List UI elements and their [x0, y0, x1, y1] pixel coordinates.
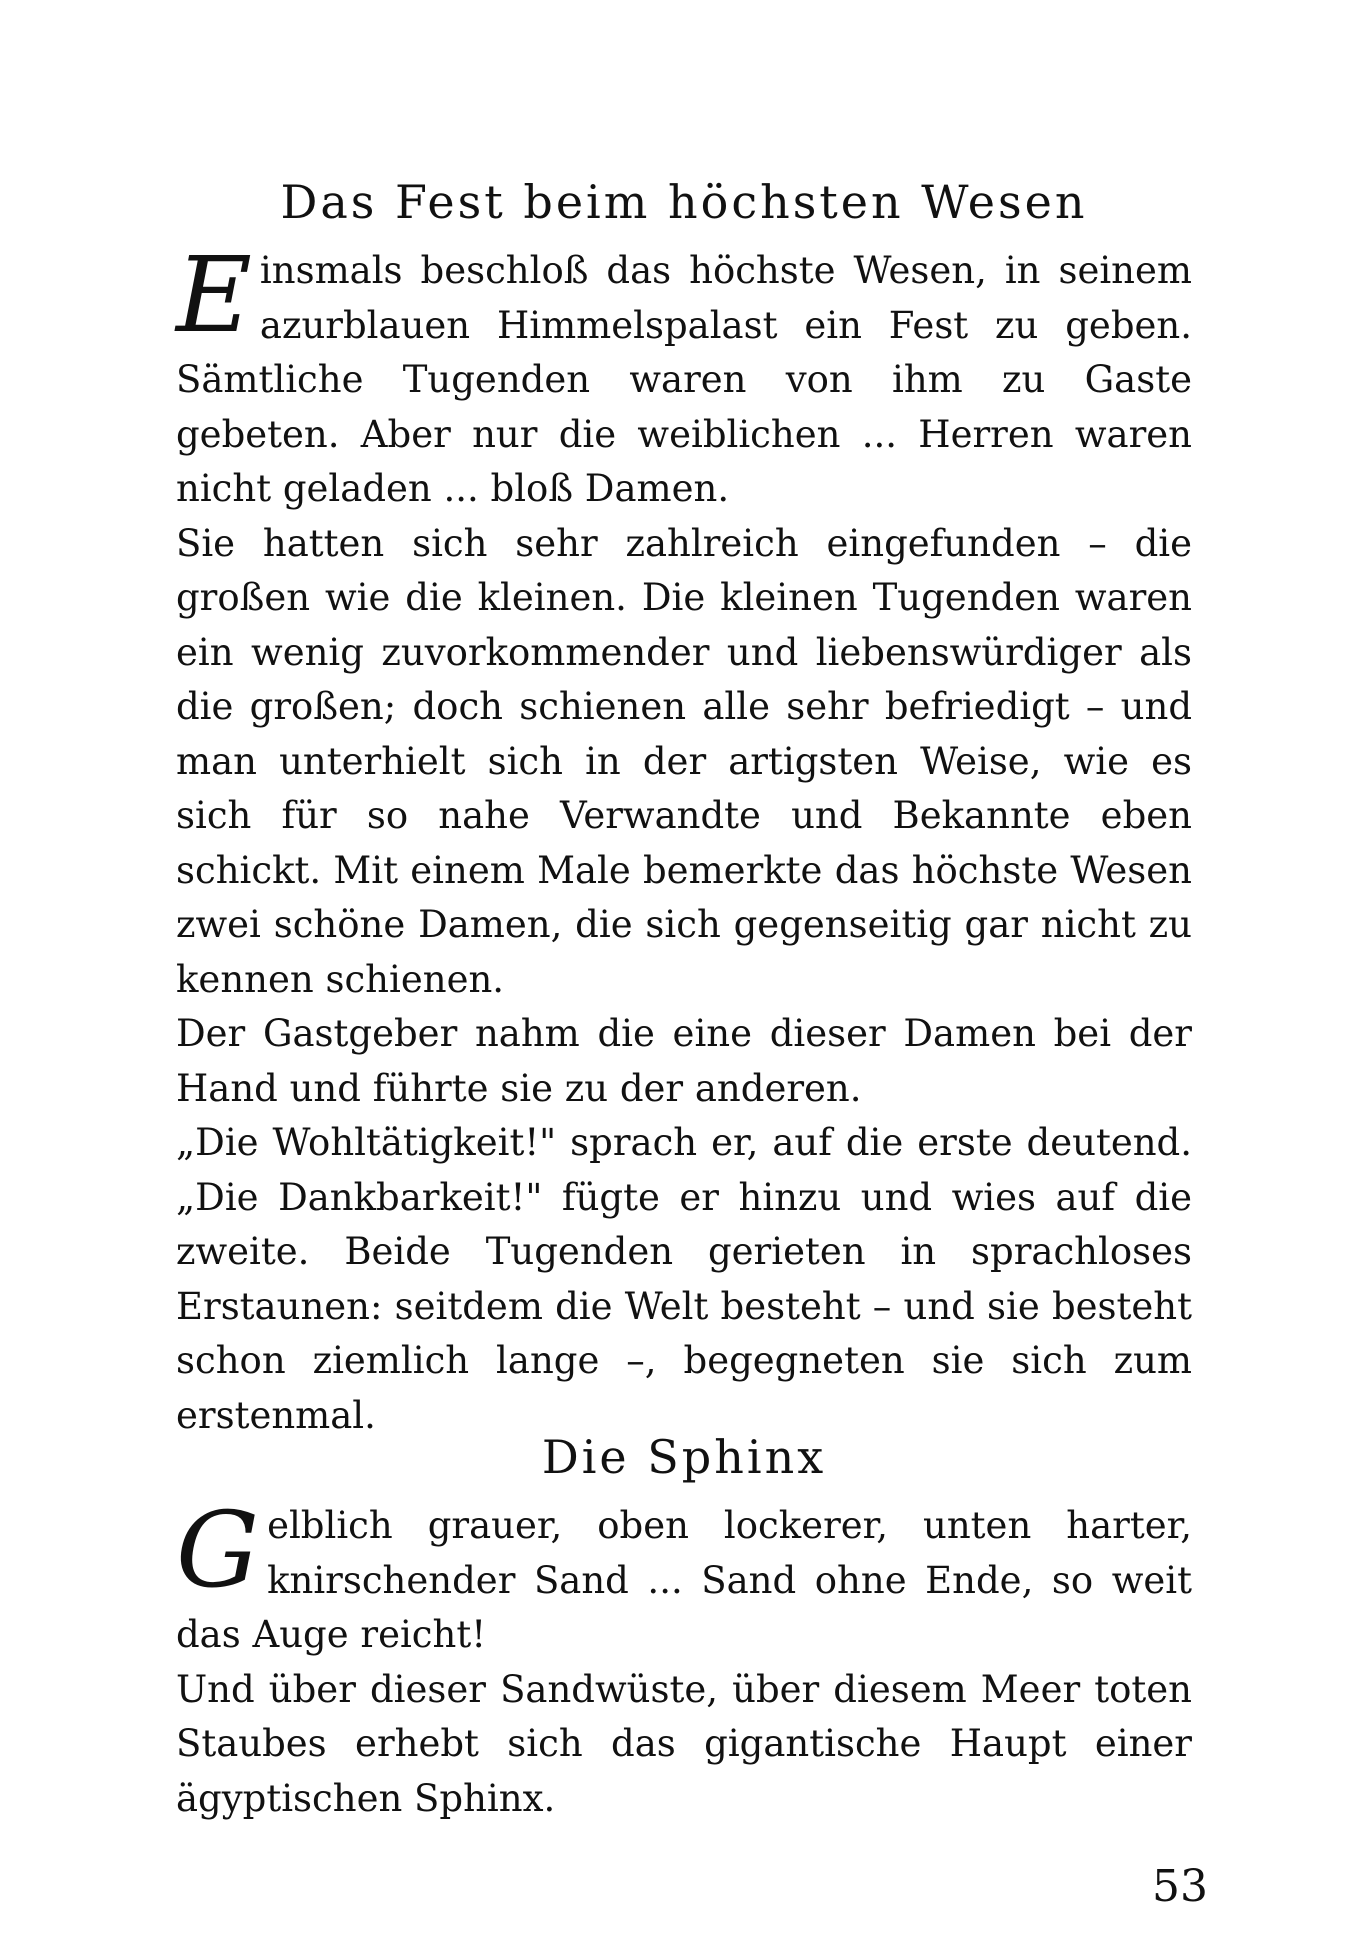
drop-cap-initial: E [176, 234, 252, 356]
story-title: Die Sphinx [541, 1430, 827, 1484]
paragraph: Sie hatten sich sehr zahlreich eingefunden – die großen wie die kleinen. Die kleinen Tugenden waren ein wenig zuvorkommender und liebenswürdiger als die großen; doch schienen alle sehr befriedigt – und man unterhielt sich in der artigsten Weise, wie es sich für so nahe Verwandte und Bekannte eben schickt. Mit einem Male bemerkte das höchste Wesen zwei schöne Damen, die sich gegenseitig gar nicht zu kennen schienen. [176, 521, 1192, 1001]
story-fest-beim-hoechsten-wesen [176, 172, 1192, 1443]
paragraph: Und über dieser Sandwüste, über diesem Meer toten Staubes erhebt sich das gigantische Haupt einer ägyptischen Sphinx. [176, 1667, 1192, 1820]
paragraph-text: insmals beschloß das höchste Wesen, in seinem azurblauen Himmelspalast ein Fest zu geben. Sämtliche Tugenden waren von ihm zu Gaste gebeten. Aber nur die weiblichen ... Herren waren nicht geladen ... bloß Damen. [176, 249, 1192, 510]
paragraph: Der Gastgeber nahm die eine dieser Damen bei der Hand und führte sie zu der anderen. [176, 1012, 1192, 1110]
drop-cap-initial: G [176, 1489, 260, 1611]
opening-paragraph [176, 1489, 1192, 1663]
opening-paragraph [176, 234, 1192, 517]
page-number: 53 [1152, 1861, 1208, 1912]
story-die-sphinx [176, 1427, 1192, 1826]
paragraph: „Die Wohltätigkeit!" sprach er, auf die erste deutend. „Die Dankbarkeit!" fügte er hinzu und wies auf die zweite. Beide Tugenden gerieten in sprachloses Erstaunen: seitdem die Welt besteht – und sie besteht schon ziemlich lange –, begegneten sie sich zum erstenmal. [176, 1121, 1192, 1437]
paragraph-text: elblich grauer, oben lockerer, unten harter, knirschender Sand ... Sand ohne Ende, so weit das Auge reicht! [176, 1504, 1192, 1656]
story-title: Das Fest beim höchsten Wesen [280, 175, 1088, 229]
